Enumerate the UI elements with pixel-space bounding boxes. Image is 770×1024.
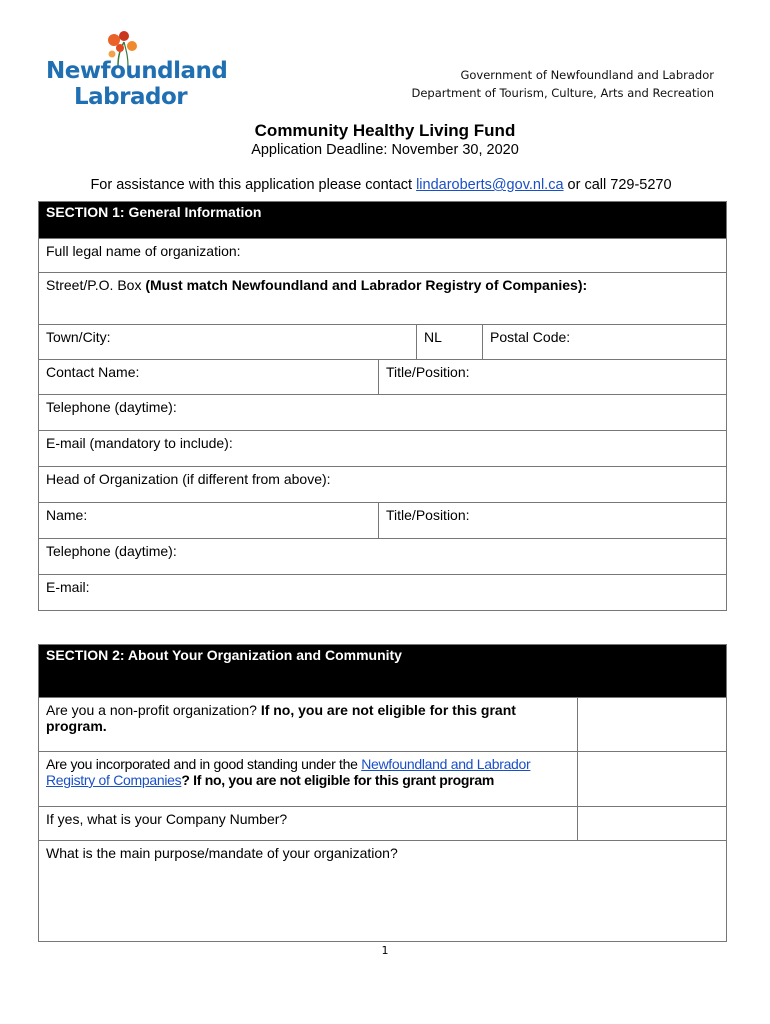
contact-name-label: Contact Name: <box>46 364 140 380</box>
registry-link[interactable]: Newfoundland and Labrador Registry of Companies <box>46 756 531 788</box>
head-email-field[interactable] <box>39 575 727 611</box>
head-title-position-label: Title/Position: <box>386 507 470 523</box>
email-field[interactable] <box>39 431 727 467</box>
purpose-label: What is the main purpose/mandate of your organization? <box>46 845 398 861</box>
telephone-field[interactable] <box>39 395 727 431</box>
head-title-position-field[interactable] <box>379 503 727 539</box>
incorporated-label: Are you incorporated and in good standing under the <box>46 756 362 772</box>
contact-email-link[interactable]: lindaroberts@gov.nl.ca <box>416 177 564 193</box>
nonprofit-question <box>39 698 578 752</box>
nonprofit-label: Are you a non-profit organization? <box>46 702 261 718</box>
street-field[interactable] <box>39 273 727 325</box>
head-telephone-field[interactable] <box>39 539 727 575</box>
section2-header: SECTION 2: About Your Organization and Community <box>39 645 727 698</box>
head-name-field[interactable] <box>39 503 379 539</box>
street-note: (Must match Newfoundland and Labrador Registry of Companies): <box>145 277 588 293</box>
telephone-label: Telephone (daytime): <box>46 399 177 415</box>
postal-code-label: Postal Code: <box>490 329 571 345</box>
nonprofit-answer-field[interactable] <box>578 698 727 752</box>
legal-name-field[interactable] <box>39 239 727 273</box>
section1-table <box>38 201 727 611</box>
logo-word-labrador: Labrador <box>74 84 188 110</box>
company-number-question <box>39 807 578 841</box>
assistance-text <box>0 177 762 193</box>
page-number: 1 <box>381 944 389 957</box>
section1-header: SECTION 1: General Information <box>39 202 727 239</box>
assistance-suffix: or call 729-5270 <box>563 177 672 193</box>
department-line: Department of Tourism, Culture, Arts and Recreation <box>411 86 714 100</box>
contact-name-field[interactable] <box>39 360 379 395</box>
department-header <box>411 66 714 102</box>
assistance-prefix: For assistance with this application please contact <box>90 177 417 193</box>
head-email-label: E-mail: <box>46 579 90 595</box>
company-number-label: If yes, what is your Company Number? <box>46 811 288 827</box>
town-field[interactable] <box>39 325 417 360</box>
title-position-field[interactable] <box>379 360 727 395</box>
purpose-field[interactable] <box>39 841 727 942</box>
incorporated-note: ? If no, you are not eligible for this grant program <box>181 772 494 788</box>
logo-word-newfoundland: Newfoundland <box>46 58 228 84</box>
province-field <box>417 325 483 360</box>
legal-name-label: Full legal name of organization: <box>46 243 241 259</box>
gov-line: Government of Newfoundland and Labrador <box>460 68 714 82</box>
incorporated-question <box>39 752 578 807</box>
section2-table <box>38 644 727 942</box>
email-label: E-mail (mandatory to include): <box>46 435 233 451</box>
province-value: NL <box>424 329 442 345</box>
head-telephone-label: Telephone (daytime): <box>46 543 177 559</box>
company-number-field[interactable] <box>578 807 727 841</box>
nl-logo <box>44 30 228 112</box>
form-title: Community Healthy Living Fund <box>254 121 516 140</box>
head-of-org-row <box>39 467 727 503</box>
street-label: Street/P.O. Box <box>46 277 146 293</box>
town-label: Town/City: <box>46 329 111 345</box>
postal-code-field[interactable] <box>483 325 727 360</box>
head-name-label: Name: <box>46 507 88 523</box>
title-position-label: Title/Position: <box>386 364 470 380</box>
head-of-org-label: Head of Organization (if different from above): <box>46 471 331 487</box>
deadline-text: Application Deadline: November 30, 2020 <box>251 142 519 158</box>
incorporated-answer-field[interactable] <box>578 752 727 807</box>
nonprofit-note: If no, you are not eligible for this grant program. <box>46 702 516 734</box>
